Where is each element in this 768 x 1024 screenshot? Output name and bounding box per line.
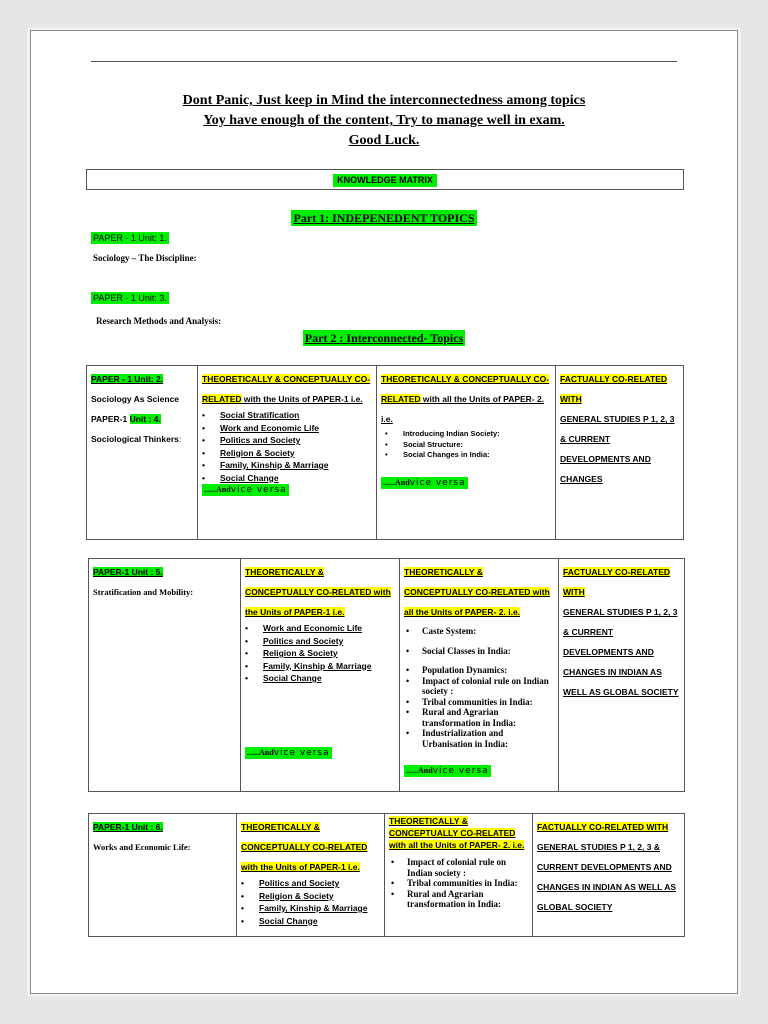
list-item: • Industrialization and Urbanisation in India: xyxy=(422,728,554,749)
table1-unit-cell xyxy=(87,366,198,540)
table-row xyxy=(87,366,684,540)
table2-col4-header-highlight: FACTUALLY CO-RELATED WITH xyxy=(563,567,671,597)
list-item: • Rural and Agrarian transformation in India: xyxy=(422,707,554,728)
list-item: • Tribal communities in India: xyxy=(407,878,528,889)
unit1-label xyxy=(91,233,169,243)
vice-and: ......And xyxy=(247,747,274,757)
table2-col4-rest: P 1, 2, 3 & CURRENT DEVELOPMENTS AND CHANGES IN INDIAN AS WELL AS GLOBAL SOCIETY xyxy=(563,607,679,697)
table1-unit4-text: Sociological Thinkers xyxy=(91,434,179,444)
list-item: • Religion & Society xyxy=(259,890,380,903)
table3-col2-cell xyxy=(237,814,385,937)
vice-versa: vice versa xyxy=(409,477,466,488)
table3-unit-label: PAPER-1 Unit : 6. xyxy=(93,822,163,832)
part1-heading xyxy=(31,209,737,227)
table2-unit-cell xyxy=(89,559,241,792)
knowledge-matrix-box xyxy=(86,169,684,190)
list-item: • Social Change xyxy=(263,672,395,685)
vice-and: ......And xyxy=(204,485,231,494)
list-item: • Politics and Society xyxy=(263,635,395,648)
table3-col4-gs: GENERAL STUDIES xyxy=(537,842,618,852)
list-item: • Population Dynamics: xyxy=(422,665,554,676)
list-item: • Family, Kinship & Marriage xyxy=(259,902,380,915)
list-item: • Social Change xyxy=(220,472,372,485)
list-item: • Tribal communities in India: xyxy=(422,697,554,708)
table1-col3-vice-versa xyxy=(381,477,468,489)
unit1-label-text: PAPER - 1 Unit: 1. xyxy=(93,233,167,243)
table2-col3-header-highlight: THEORETICALLY & CONCEPTUALLY CO-RELATED with all the Units of PAPER- 2. i.e. xyxy=(404,567,550,617)
part2-heading xyxy=(31,329,737,347)
table1-col2-list xyxy=(202,409,372,484)
table1-col3-cell xyxy=(377,366,556,540)
table3-col3-list xyxy=(389,857,528,910)
matrix-table-2 xyxy=(88,558,685,792)
table1-col2-vice-versa xyxy=(202,484,289,496)
list-item: • Caste System: xyxy=(422,626,554,637)
table1-unit2-text: Sociology As Science xyxy=(91,394,180,404)
table2-col2-list xyxy=(245,622,395,685)
table1-col3-header-rest: with all the Units of PAPER- 2. i.e. xyxy=(381,394,545,424)
table3-col4-rest: P 1, 2, 3 & CURRENT DEVELOPMENTS AND CHANGES IN INDIAN AS WELL AS GLOBAL SOCIETY xyxy=(537,842,676,912)
table1-unit4-colon: : xyxy=(178,434,182,444)
table1-col3-list xyxy=(381,429,551,461)
vice-and: ......And xyxy=(406,766,433,775)
list-item: • Work and Economic Life xyxy=(220,422,372,435)
list-item: • Politics and Society xyxy=(220,434,372,447)
table3-col2-header-highlight: THEORETICALLY & CONCEPTUALLY CO-RELATED with the Units of PAPER-1 i.e. xyxy=(241,822,368,872)
table2-col2-vice-versa xyxy=(245,747,332,759)
table2-col4-gs: GENERAL STUDIES xyxy=(563,607,644,617)
table2-col3-list-b xyxy=(404,665,554,749)
table2-unit-text: Stratification and Mobility: xyxy=(93,587,194,597)
vice-versa: vice versa xyxy=(273,747,330,758)
part1-title: Part 1: INDEPENEDENT TOPICS xyxy=(293,211,475,225)
table3-col4-header: FACTUALLY CO-RELATED WITH xyxy=(537,822,669,832)
list-item: • Impact of colonial rule on Indian society : xyxy=(407,857,528,878)
vice-and: ......And xyxy=(383,477,410,487)
unit3-label-text: PAPER - 1 Unit: 3. xyxy=(93,293,167,303)
list-item: • Social Changes in India: xyxy=(403,450,551,461)
table3-col4-cell xyxy=(533,814,685,937)
unit3-text: Research Methods and Analysis: xyxy=(96,316,222,326)
table1-unit2-label: PAPER - 1 Unit: 2. xyxy=(91,374,164,384)
table1-col2-header-highlight: THEORETICALLY & CONCEPTUALLY CO-RELATED xyxy=(202,374,371,404)
list-item: • Social Stratification xyxy=(220,409,372,422)
table3-col3-cell xyxy=(385,814,533,937)
unit3-label xyxy=(91,293,169,303)
table2-col3-cell xyxy=(400,559,559,792)
unit1-text: Sociology – The Discipline: xyxy=(93,253,197,263)
list-item: • Social Classes in India: xyxy=(422,646,554,657)
list-item: • Family, Kinship & Marriage xyxy=(263,660,395,673)
table3-col2-list xyxy=(241,877,380,927)
list-item: • Religion & Society xyxy=(263,647,395,660)
table2-col2-cell xyxy=(241,559,400,792)
list-item: • Social Structure: xyxy=(403,440,551,451)
list-item: • Religion & Society xyxy=(220,447,372,460)
list-item: • Rural and Agrarian transformation in India: xyxy=(407,889,528,910)
table1-col2-header-rest: with the Units of PAPER-1 i.e. xyxy=(241,394,363,404)
table3-col3-header-highlight: THEORETICALLY & CONCEPTUALLY CO-RELATED with all the Units of PAPER- 2. i.e. xyxy=(389,816,525,850)
headline-line-1: Dont Panic, Just keep in Mind the interconnectedness among topics xyxy=(182,93,586,108)
list-item: • Politics and Society xyxy=(259,877,380,890)
matrix-table-1 xyxy=(86,365,684,540)
table-row xyxy=(89,559,685,792)
table3-unit-cell xyxy=(89,814,237,937)
matrix-table-3 xyxy=(88,813,685,937)
part2-title: Part 2 : Interconnected- Topics xyxy=(304,331,464,345)
table2-col4-cell xyxy=(559,559,685,792)
table1-unit4-prefix: PAPER-1 xyxy=(91,414,128,424)
table1-unit4-label: Unit : 4. xyxy=(129,414,161,424)
headline-line-3: Good Luck. xyxy=(348,133,420,148)
knowledge-matrix-title: KNOWLEDGE MATRIX xyxy=(333,174,437,187)
vice-versa: vice versa xyxy=(432,766,489,776)
table1-col3-header-highlight: THEORETICALLY & CONCEPTUALLY CO-RELATED xyxy=(381,374,550,404)
top-rule xyxy=(91,61,677,62)
vice-versa: vice versa xyxy=(230,485,287,495)
document-page xyxy=(30,30,738,994)
table1-col4-header-rest: GENERAL STUDIES P 1, 2, 3 & CURRENT DEVELOPMENTS AND CHANGES xyxy=(560,414,675,484)
table3-unit-text: Works and Economic Life: xyxy=(93,842,191,852)
table1-col2-cell xyxy=(198,366,377,540)
table1-col4-header-highlight: FACTUALLY CO-RELATED WITH xyxy=(560,374,668,404)
list-item: • Social Change xyxy=(259,915,380,928)
list-item: • Introducing Indian Society: xyxy=(403,429,551,440)
list-item: • Family, Kinship & Marriage xyxy=(220,459,372,472)
list-item: • Work and Economic Life xyxy=(263,622,395,635)
table1-col4-cell xyxy=(556,366,684,540)
list-item: • Impact of colonial rule on Indian society : xyxy=(422,676,554,697)
headline-line-2: Yoy have enough of the content, Try to manage well in exam. xyxy=(203,113,565,128)
table2-col2-header-highlight: THEORETICALLY & CONCEPTUALLY CO-RELATED with the Units of PAPER-1 i.e. xyxy=(245,567,391,617)
table-row xyxy=(89,814,685,937)
table2-unit-label: PAPER-1 Unit : 5. xyxy=(93,567,163,577)
table2-col3-list-a xyxy=(404,626,554,656)
table2-col3-vice-versa xyxy=(404,765,491,777)
